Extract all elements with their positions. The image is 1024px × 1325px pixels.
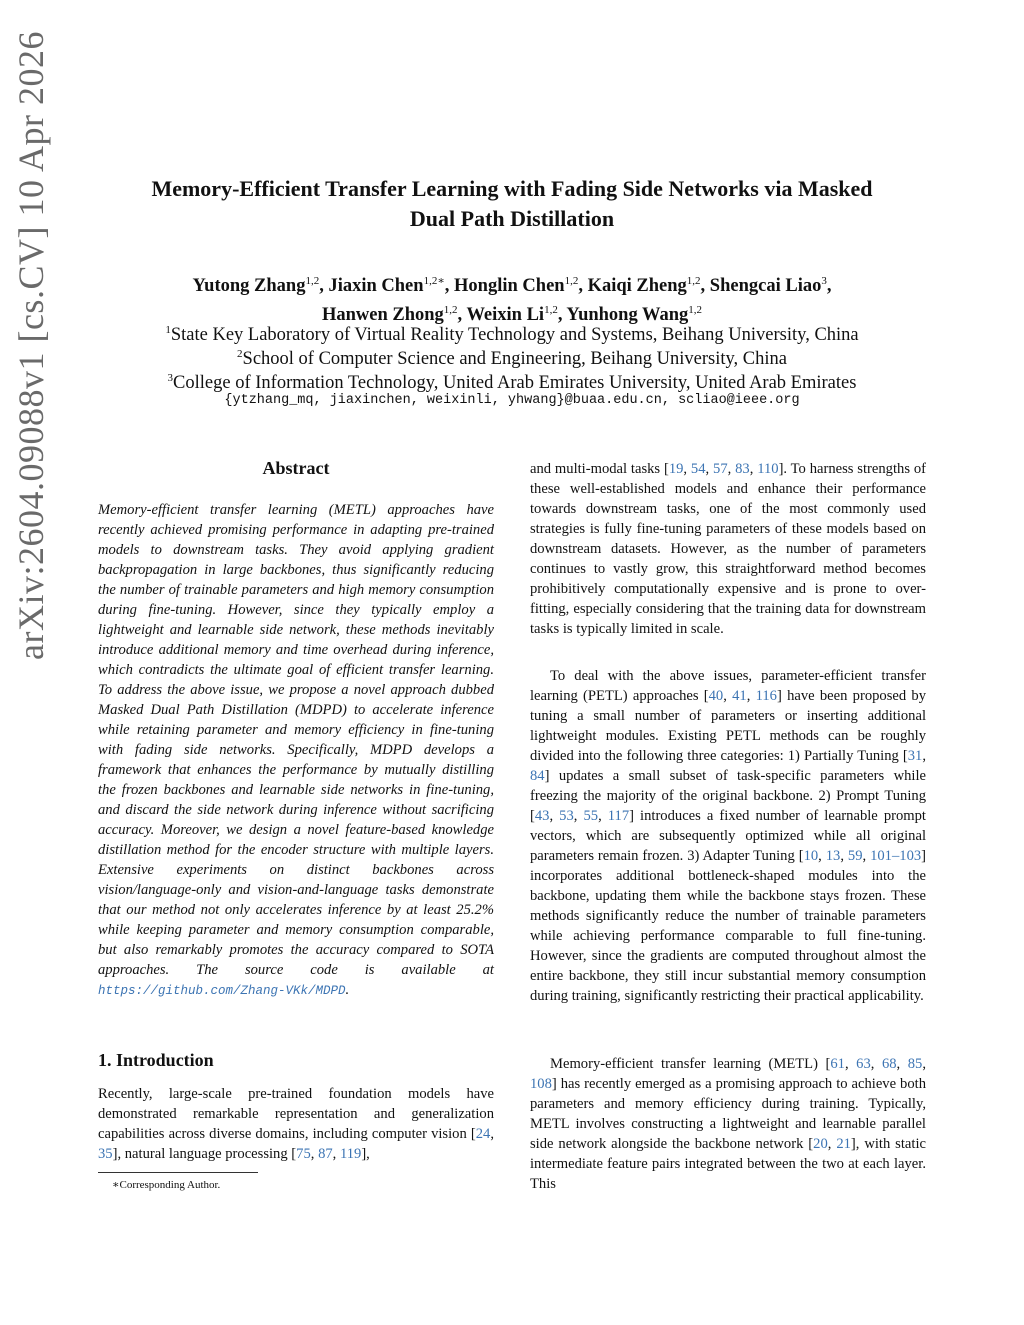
citation-link[interactable]: 117 <box>607 808 630 824</box>
citation-separator: , <box>840 848 848 864</box>
paragraph-text: ], natural language processing [ <box>112 1146 297 1162</box>
citation-separator: , <box>573 808 584 824</box>
paragraph-text: ] introduces a fixed number of learnable prompt vectors, which are subsequently optimized while all original parameters remain frozen. 3) Adapter Tuning [ <box>530 808 926 864</box>
right-paragraph-3 <box>530 1054 926 1194</box>
citation-separator: , <box>332 1146 340 1162</box>
citation-link[interactable]: 75 <box>296 1146 311 1162</box>
citation-separator: , <box>683 461 691 477</box>
citation-link[interactable]: 116 <box>755 688 777 704</box>
source-code-link[interactable]: https://github.com/Zhang-VKk/MDPD <box>98 984 346 998</box>
paragraph-text: To deal with the above issues, parameter-efficient transfer learning (PETL) approaches [ <box>530 668 926 704</box>
citation-link[interactable]: 61 <box>830 1056 845 1072</box>
citation-separator: , <box>723 688 733 704</box>
paragraph-text: ] incorporates additional bottleneck-shaped modules into the backbone, updating them while the backbone stays frozen. These methods significantly reduce the number of trainable parameters while achieving performance comparable to full fine-tuning. However, since the gradients are computed throughout almost the entire backbone, they still incur substantial memory consumption during training, significantly restricting their practical applicability. <box>530 848 927 1004</box>
citation-link[interactable]: 54 <box>690 461 706 477</box>
footnote: ∗Corresponding Author. <box>112 1179 221 1191</box>
citation-link[interactable]: 40 <box>708 688 724 704</box>
author-emails: {ytzhang_mq, jiaxinchen, weixinli, yhwang}@buaa.edu.cn, scliao@ieee.org <box>224 393 800 408</box>
citation-link[interactable]: 101–103 <box>870 848 922 864</box>
citation-link[interactable]: 53 <box>559 808 574 824</box>
author-name: Shengcai Liao <box>709 276 822 297</box>
citation-link[interactable]: 13 <box>825 848 841 864</box>
affiliation-mark: 2 <box>237 348 243 360</box>
paragraph-text: ], <box>361 1146 370 1162</box>
author-affil-mark: 1,2 <box>564 275 579 287</box>
affiliation-mark: 3 <box>167 372 174 384</box>
section-heading-introduction: 1. Introduction <box>98 1050 214 1070</box>
affiliation-text: College of Information Technology, United Arab Emirates University, United Arab Emirates <box>173 373 857 394</box>
citation-separator: , <box>310 1146 319 1162</box>
citation-link[interactable]: 63 <box>856 1056 871 1072</box>
citation-separator: , <box>598 808 608 824</box>
paragraph-text: ], with static intermediate feature pairs integrated between the two at each layer. This <box>530 1136 926 1192</box>
citation-link[interactable]: 83 <box>735 461 750 477</box>
author-name: Yunhong Wang <box>566 305 689 326</box>
author-affil-mark: 1,2 <box>443 304 458 317</box>
citation-separator: , <box>827 1136 837 1152</box>
paragraph-text: Recently, large-scale pre-trained foundation models have demonstrated remarkable representation and generalization capabilities across diverse domains, including computer vision [ <box>98 1086 494 1142</box>
citation-separator: , <box>818 848 826 864</box>
citation-separator: , <box>922 748 926 764</box>
author-affil-mark: 1,2 <box>688 304 703 317</box>
citation-link[interactable]: 84 <box>530 768 545 784</box>
citation-separator: , <box>870 1056 882 1072</box>
affiliation-text: School of Computer Science and Engineering, Beihang University, China <box>242 349 787 370</box>
title-line-1: Memory-Efficient Transfer Learning with Fading Side Networks via Masked <box>151 176 873 201</box>
author-affil-mark: 1,2∗ <box>423 275 445 287</box>
paragraph-text: ] updates a small subset of task-specific parameters while freezing the majority of the original backbone. 2) Prompt Tuning [ <box>530 768 926 824</box>
citation-link[interactable]: 87 <box>318 1146 333 1162</box>
paragraph-text: and multi-modal tasks [ <box>530 461 669 477</box>
citation-link[interactable]: 19 <box>668 461 684 477</box>
author-affil-mark: 1,2 <box>686 275 701 287</box>
citation-link[interactable]: 57 <box>713 461 728 477</box>
right-paragraph-1 <box>530 459 926 639</box>
citation-link[interactable]: 85 <box>907 1056 923 1072</box>
right-paragraph-2 <box>530 666 926 1006</box>
citation-separator: , <box>896 1056 908 1072</box>
author-name: Honglin Chen <box>454 276 565 297</box>
author-name: Hanwen Zhong <box>321 305 444 326</box>
citation-separator: , <box>490 1126 494 1142</box>
citation-link[interactable]: 20 <box>813 1136 828 1152</box>
citation-link[interactable]: 24 <box>475 1126 491 1142</box>
citation-link[interactable]: 55 <box>583 808 599 824</box>
citation-link[interactable]: 68 <box>881 1056 897 1072</box>
abstract-body <box>98 500 494 1001</box>
citation-link[interactable]: 31 <box>907 748 923 764</box>
affiliation-mark: 1 <box>165 324 171 336</box>
citation-separator: , <box>746 688 756 704</box>
intro-paragraph-1 <box>98 1084 494 1164</box>
author-name: Yutong Zhang <box>192 276 306 297</box>
footnote-rule <box>98 1172 258 1173</box>
author-line-1: Yutong Zhang$^{1,2}$, Jiaxin Chen$^{1,2∗}$, Honglin Chen$^{1,2}$, Kaiqi Zheng$^{1,2}$, Shengcai Liao$^3$, <box>192 275 832 297</box>
citation-separator: , <box>727 461 736 477</box>
citation-separator: , <box>549 808 560 824</box>
author-name: Jiaxin Chen <box>328 276 424 297</box>
citation-link[interactable]: 110 <box>757 461 779 477</box>
citation-separator: , <box>705 461 714 477</box>
citation-separator: , <box>862 848 871 864</box>
citation-link[interactable]: 35 <box>98 1146 113 1162</box>
abstract-text: Memory-efficient transfer learning (METL) approaches have recently achieved promising performance in adapting pre-trained models to downstream tasks. They avoid applying gradient backpropagation in large backbones, thus significantly reducing the number of trainable parameters and high memory consumption during fine-tuning. However, since they typically employ a lightweight and learnable side network, these methods inevitably introduce additional memory and time overhead during inference, which contradicts the ultimate goal of efficient transfer learning. To address the above issue, we propose a novel approach dubbed Masked Dual Path Distillation (MDPD) to accelerate inference while retaining parameter and memory efficiency in fine-tuning with fading side networks. Specifically, MDPD develops a framework that enhances the performance by mutually distilling the frozen backbones and learnable side networks in fine-tuning, and discard the side network during inference without sacrificing accuracy. Moreover, we design a novel feature-based knowledge distillation method for the encoder structure with multiple layers. Extensive experiments on distinct backbones across vision/language-only and vision-and-language tasks demonstrate that our method not only accelerates inference by at least 25.2% while keeping parameter and memory consumption comparable, but also remarkably promotes the accuracy compared to SOTA approaches. The source code is available at <box>98 502 494 978</box>
citation-separator: , <box>844 1056 857 1072</box>
citation-link[interactable]: 119 <box>339 1146 362 1162</box>
abstract-heading: Abstract <box>262 458 330 478</box>
paragraph-text: ] have been proposed by tuning a small number of parameters or inserting additional lightweight modules. Existing PETL methods can be roughly divided into the following three categories: 1) Partially Tuning [ <box>530 688 927 764</box>
author-name: Kaiqi Zheng <box>587 276 687 297</box>
author-name: Weixin Li <box>466 305 545 326</box>
citation-separator: , <box>749 461 758 477</box>
affiliation-3 <box>60 366 964 395</box>
abstract-end: . <box>345 982 350 998</box>
title-line-2: Dual Path Distillation <box>409 206 615 231</box>
citation-link[interactable]: 43 <box>534 808 550 824</box>
author-affil-mark: 1,2 <box>544 304 558 317</box>
citation-separator: , <box>922 1056 926 1072</box>
arxiv-stamp: arXiv:2604.09088v1 [cs.CV] 10 Apr 2026 <box>11 31 51 660</box>
paragraph-text: ]. To harness strengths of these well-established models and enhance their performance towards downstream tasks, one of the most commonly used strategies is fully fine-tuning parameters of these models based on downstream datasets. However, as the number of parameters continues to vastly grow, this straightforward method becomes prohibitively computationally expensive and is prone to over-fitting, especially considering that the training data for downstream tasks is typically limited in scale. <box>530 461 927 637</box>
citation-link[interactable]: 59 <box>847 848 863 864</box>
paper-title <box>60 174 964 234</box>
citation-link[interactable]: 108 <box>530 1076 552 1092</box>
citation-link[interactable]: 41 <box>732 688 747 704</box>
author-line-2: Hanwen Zhong$^{1,2}$, Weixin Li$^{1,2}$, Yunhong Wang$^{1,2}$ <box>321 304 703 326</box>
author-affil-mark: 3 <box>821 275 827 287</box>
citation-link[interactable]: 10 <box>803 848 819 864</box>
paragraph-text: Memory-efficient transfer learning (METL) [ <box>550 1056 831 1072</box>
author-affil-mark: 1,2 <box>305 275 320 287</box>
affiliation-text: State Key Laboratory of Virtual Reality Technology and Systems, Beihang University, China <box>170 325 859 346</box>
citation-link[interactable]: 21 <box>836 1136 851 1152</box>
paragraph-text: ] has recently emerged as a promising approach to achieve both parameters and memory efficiency during training. Typically, METL involves constructing a lightweight and learnable parallel side network alongside the backbone network [ <box>530 1076 926 1152</box>
